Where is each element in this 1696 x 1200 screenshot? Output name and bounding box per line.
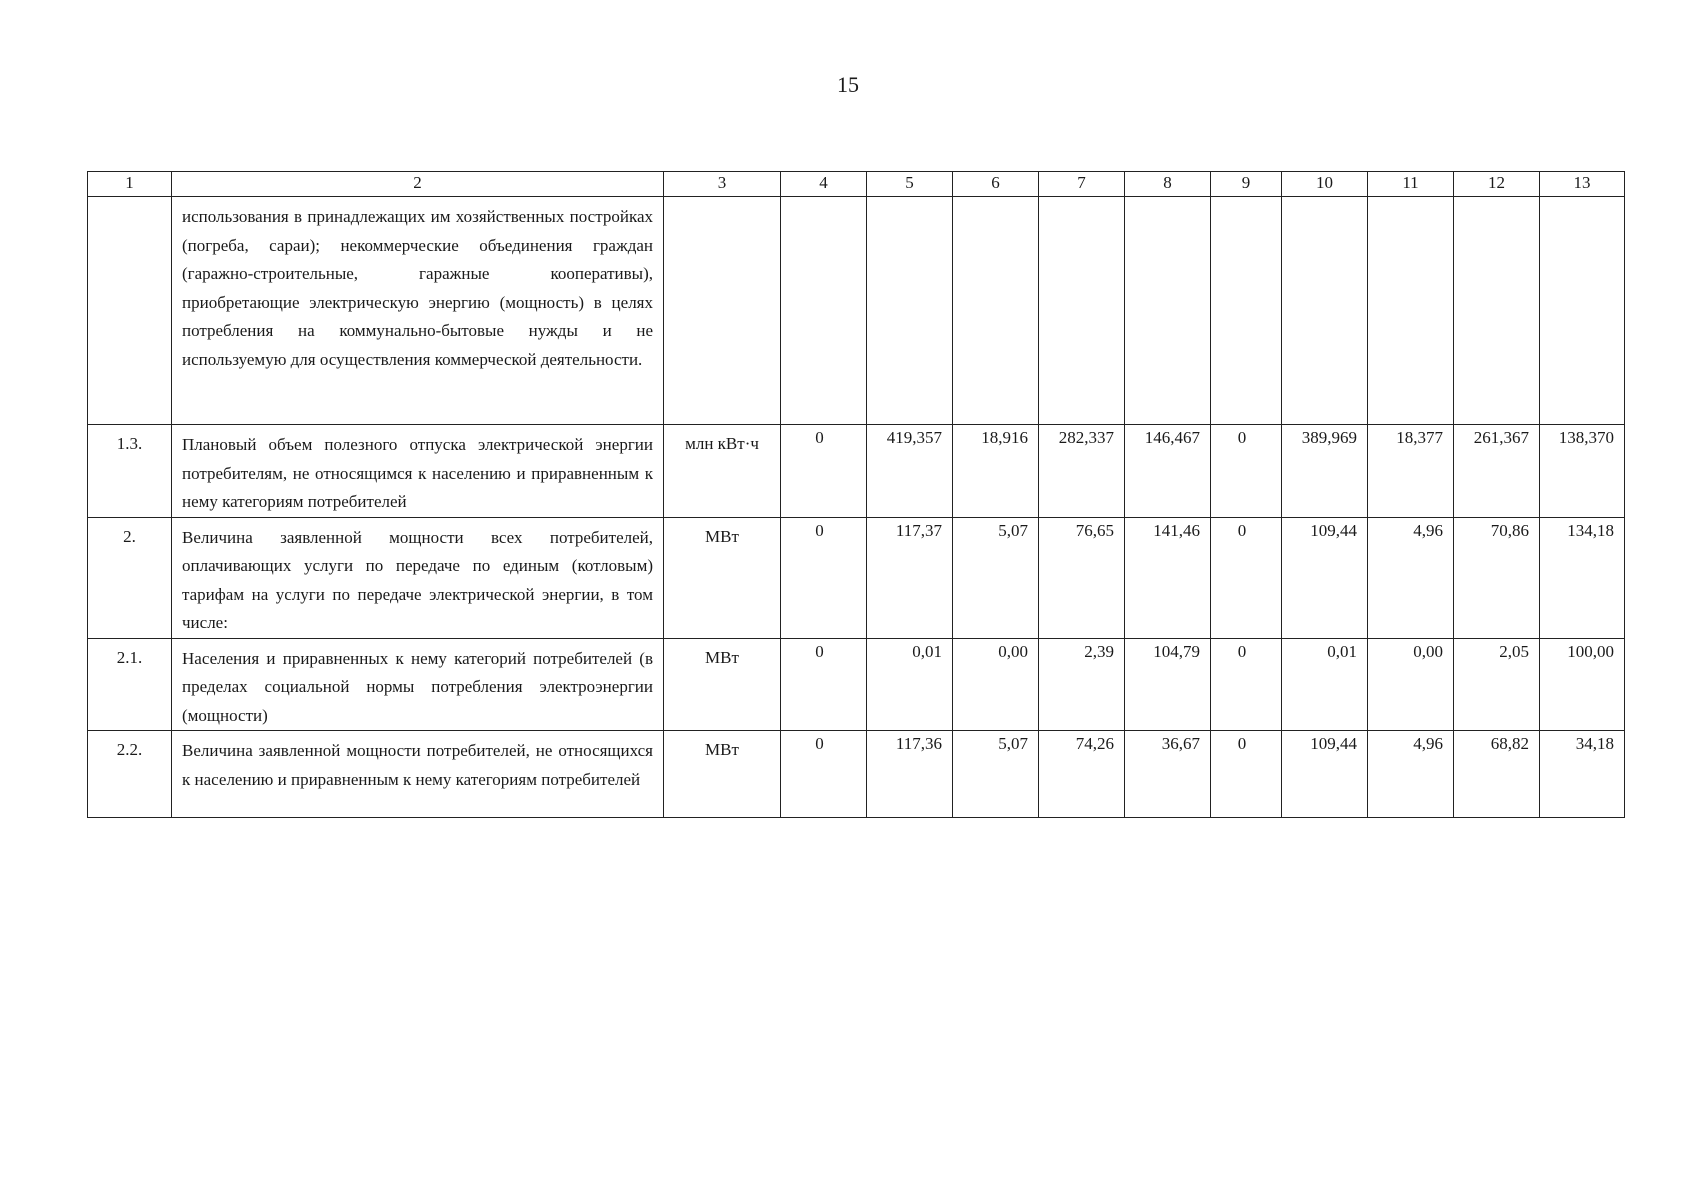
- column-header: 11: [1368, 172, 1454, 197]
- row-value: [1039, 197, 1125, 425]
- row-value: [1368, 517, 1454, 638]
- row-value: [1540, 517, 1625, 638]
- row-value: [1454, 197, 1540, 425]
- row-value: [1454, 517, 1540, 638]
- row-value: [781, 731, 867, 818]
- column-header: 1: [88, 172, 172, 197]
- value-text: 0,00: [1413, 641, 1443, 661]
- table-row: [88, 638, 1625, 731]
- value-text: [1456, 197, 1529, 201]
- row-value: [1454, 638, 1540, 731]
- value-text: 117,37: [895, 520, 942, 540]
- row-value: [953, 638, 1039, 731]
- value-text: 100,00: [1567, 641, 1614, 661]
- row-value: [1282, 731, 1368, 818]
- row-value: [1368, 731, 1454, 818]
- column-header: 7: [1039, 172, 1125, 197]
- value-text: [1041, 197, 1114, 201]
- row-value: [1125, 197, 1211, 425]
- value-text: 282,337: [1058, 428, 1114, 447]
- column-header: 4: [781, 172, 867, 197]
- value-text: 109,44: [1310, 734, 1357, 753]
- value-text: 0: [1237, 641, 1247, 661]
- value-text: 68,82: [1490, 734, 1529, 753]
- row-value: [867, 638, 953, 731]
- value-text: 0: [1237, 520, 1247, 540]
- column-header: 5: [867, 172, 953, 197]
- row-value: [781, 425, 867, 518]
- value-text: 138,370: [1558, 428, 1614, 447]
- page-number: 15: [837, 72, 859, 97]
- column-number-row: [88, 172, 1625, 197]
- row-unit: МВт: [664, 638, 781, 731]
- value-text: [1127, 197, 1200, 201]
- row-value: [867, 197, 953, 425]
- value-text: 5,07: [998, 734, 1028, 753]
- row-value: [1282, 517, 1368, 638]
- row-value: [867, 731, 953, 818]
- row-value: [1540, 197, 1625, 425]
- value-text: 0,01: [912, 641, 942, 661]
- row-value: [953, 425, 1039, 518]
- column-header: 6: [953, 172, 1039, 197]
- row-value: [1282, 425, 1368, 518]
- value-text: 70,86: [1490, 520, 1529, 540]
- row-value: [1039, 425, 1125, 518]
- value-text: 2,39: [1084, 641, 1114, 661]
- column-header: 10: [1282, 172, 1368, 197]
- row-number: 2.1.: [88, 638, 172, 731]
- value-text: 141,46: [1153, 520, 1200, 540]
- value-text: 0: [815, 428, 824, 447]
- value-text: 261,367: [1473, 428, 1529, 447]
- row-description: Населения и приравненных к нему категорий потребителей (в пределах социальной нормы потребления электроэнергии (мощности): [172, 638, 664, 731]
- row-value: [953, 731, 1039, 818]
- row-value: [953, 197, 1039, 425]
- value-text: 74,26: [1075, 734, 1114, 753]
- row-value: [1540, 425, 1625, 518]
- row-value: [953, 517, 1039, 638]
- value-text: 134,18: [1567, 520, 1614, 540]
- table-body: [88, 172, 1625, 818]
- row-value: [1540, 638, 1625, 731]
- value-text: 419,357: [886, 428, 942, 447]
- value-text: 0: [1237, 734, 1247, 753]
- table-row: [88, 197, 1625, 425]
- column-header: 8: [1125, 172, 1211, 197]
- value-text: 5,07: [998, 520, 1028, 540]
- row-description: использования в принадлежащих им хозяйственных постройках (погреба, сараи); некоммерческие объединения граждан (гаражно-строительные, гаражные кооперативы), приобретающие электрическую энергию (мощность) в целях потребления на коммунально-бытовые нужды и не используемую для осуществления коммерческой деятельности.: [172, 197, 664, 425]
- column-header: 9: [1211, 172, 1282, 197]
- row-unit: МВт: [664, 731, 781, 818]
- row-number: 2.2.: [88, 731, 172, 818]
- value-text: [1542, 197, 1614, 201]
- value-text: [783, 197, 856, 201]
- value-text: 34,18: [1575, 734, 1614, 753]
- value-text: 0,01: [1327, 641, 1357, 661]
- row-value: [1454, 425, 1540, 518]
- column-header: 12: [1454, 172, 1540, 197]
- row-value: [781, 517, 867, 638]
- value-text: 2,05: [1499, 641, 1529, 661]
- row-description: Плановый объем полезного отпуска электрической энергии потребителям, не относящимся к населению и приравненным к нему категориям потребителей: [172, 425, 664, 518]
- row-number: 2.: [88, 517, 172, 638]
- column-header: 13: [1540, 172, 1625, 197]
- row-value: [1039, 638, 1125, 731]
- row-value: [1125, 731, 1211, 818]
- row-value: [867, 425, 953, 518]
- value-text: 0: [815, 520, 824, 540]
- row-value: [781, 197, 867, 425]
- value-text: 146,467: [1144, 428, 1200, 447]
- value-text: [955, 197, 1028, 201]
- row-value: [1125, 425, 1211, 518]
- row-unit: [664, 197, 781, 425]
- row-unit: млн кВт·ч: [664, 425, 781, 518]
- value-text: [1213, 197, 1271, 201]
- row-value: [1211, 638, 1282, 731]
- row-value: [1125, 517, 1211, 638]
- row-value: [1282, 197, 1368, 425]
- column-header: 3: [664, 172, 781, 197]
- value-text: [1370, 197, 1443, 201]
- value-text: [869, 197, 942, 201]
- value-text: [1284, 197, 1357, 201]
- row-unit: МВт: [664, 517, 781, 638]
- value-text: 0: [815, 641, 824, 661]
- row-value: [867, 517, 953, 638]
- row-value: [781, 638, 867, 731]
- value-text: 109,44: [1310, 520, 1357, 540]
- value-text: 0,00: [998, 641, 1028, 661]
- value-text: 0: [815, 734, 824, 753]
- row-number: [88, 197, 172, 425]
- value-text: 0: [1237, 428, 1247, 447]
- value-text: 36,67: [1161, 734, 1200, 753]
- value-text: 104,79: [1153, 641, 1200, 661]
- value-text: 4,96: [1413, 520, 1443, 540]
- row-value: [1540, 731, 1625, 818]
- table-row: [88, 731, 1625, 818]
- row-value: [1039, 731, 1125, 818]
- row-value: [1211, 517, 1282, 638]
- row-value: [1282, 638, 1368, 731]
- table-row: [88, 425, 1625, 518]
- row-value: [1368, 638, 1454, 731]
- row-value: [1125, 638, 1211, 731]
- value-text: 18,916: [981, 428, 1028, 447]
- table-row: [88, 517, 1625, 638]
- row-description: Величина заявленной мощности всех потребителей, оплачивающих услуги по передаче по единым (котловым) тарифам на услуги по передаче электрической энергии, в том числе:: [172, 517, 664, 638]
- row-description: Величина заявленной мощности потребителей, не относящихся к населению и приравненным к нему категориям потребителей: [172, 731, 664, 818]
- row-value: [1211, 197, 1282, 425]
- column-header: 2: [172, 172, 664, 197]
- row-value: [1454, 731, 1540, 818]
- row-value: [1211, 731, 1282, 818]
- value-text: 76,65: [1075, 520, 1114, 540]
- row-value: [1368, 197, 1454, 425]
- row-value: [1039, 517, 1125, 638]
- value-text: 18,377: [1396, 428, 1443, 447]
- row-number: 1.3.: [88, 425, 172, 518]
- row-value: [1211, 425, 1282, 518]
- value-text: 4,96: [1413, 734, 1443, 753]
- tariff-table: [87, 171, 1625, 818]
- value-text: 117,36: [895, 734, 942, 753]
- value-text: 389,969: [1301, 428, 1357, 447]
- row-value: [1368, 425, 1454, 518]
